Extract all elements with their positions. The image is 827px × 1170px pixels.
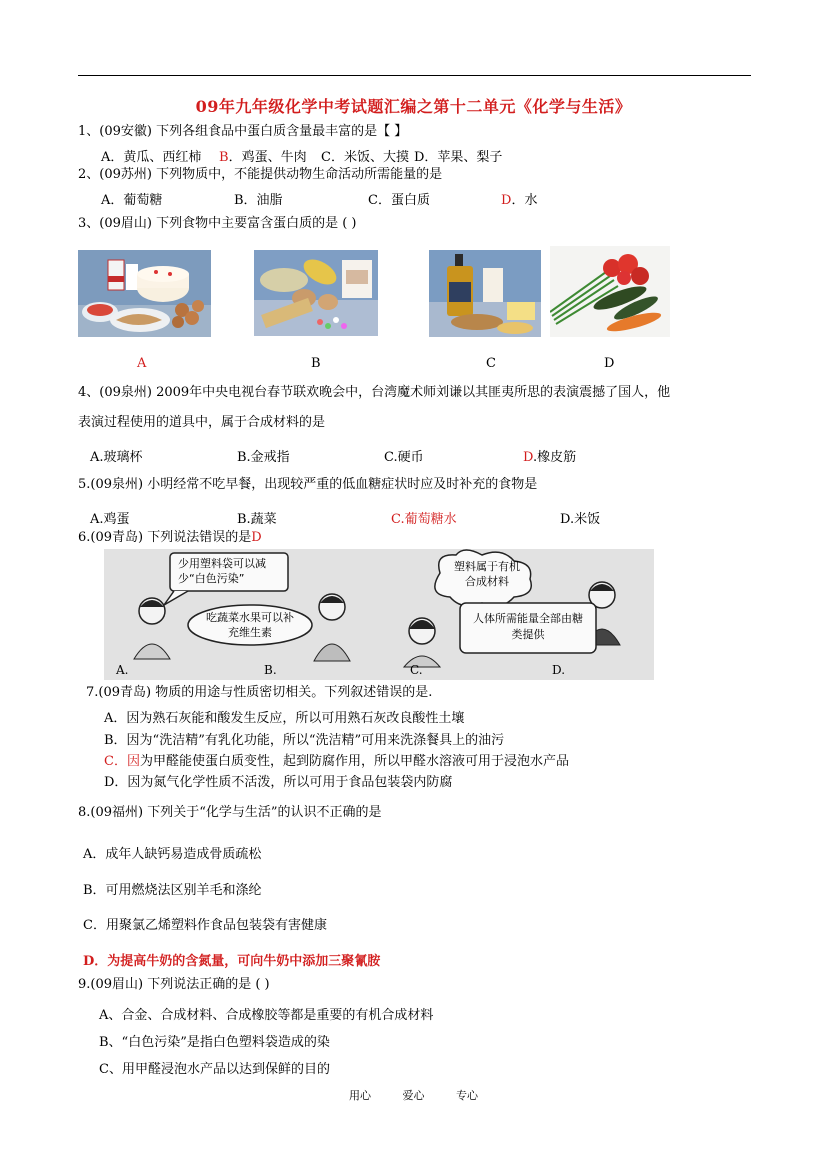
question-5-stem: 5.(09泉州) 小明经常不吃早餐，出现较严重的低血糖症状时应及时补充的食物是 [78, 477, 538, 492]
q7-option-d: D．因为氮气化学性质不活泼，所以可用于食品包装袋内防腐 [104, 775, 453, 790]
q6-label-c: C. [410, 663, 423, 677]
q2-answer-letter: D [501, 193, 512, 208]
footer-word-1: 用心 [349, 1089, 371, 1102]
header-rule [78, 75, 751, 76]
q3-image-a-protein-foods [78, 250, 211, 337]
q6-bubble-b: 吃蔬菜水果可以补充维生素 [206, 611, 294, 639]
q1-option-c: C．米饭、大摸 [321, 150, 409, 165]
q3-image-b-starch-foods [254, 250, 378, 336]
q1-option-b [219, 146, 307, 165]
q3-caption-c: C [486, 356, 496, 371]
q6-answer-letter: D [251, 530, 262, 545]
question-2-stem: 2、(09苏州) 下列物质中，不能提供动物生命活动所需能量的是 [78, 167, 443, 182]
q2-option-a: A．葡萄糖 [101, 193, 163, 208]
q9-option-c: C、用甲醛浸泡水产品以达到保鲜的目的 [99, 1062, 330, 1077]
question-8-stem: 8.(09福州) 下列关于“化学与生活”的认识不正确的是 [78, 805, 382, 820]
q2-option-b: B．油脂 [234, 193, 283, 208]
q4-option-b: B.金戒指 [237, 450, 290, 465]
q4-option-d [523, 446, 576, 465]
question-1-stem: 1、(09安徽) 下列各组食品中蛋白质含量最丰富的是【 】 [78, 124, 408, 139]
q1-option-a: A．黄瓜、西红柿 [101, 150, 202, 165]
page-footer [0, 1087, 827, 1103]
q5-option-d: D.米饭 [560, 512, 601, 527]
q6-bubble-a: 少用塑料袋可以减少“白色污染” [178, 557, 266, 585]
q6-label-d: D. [552, 663, 566, 677]
q6-label-a: A. [116, 663, 129, 677]
q8-option-a: A．成年人缺钙易造成骨质疏松 [83, 847, 262, 862]
q7-option-b: B．因为“洗洁精”有乳化功能，所以“洗洁精”可用来洗涤餐具上的油污 [104, 733, 505, 748]
q7-option-c [104, 750, 569, 769]
q8-option-b: B．可用燃烧法区别羊毛和涤纶 [83, 883, 262, 898]
question-3-stem: 3、(09眉山) 下列食物中主要富含蛋白质的是 ( ) [78, 216, 357, 231]
q9-option-b: B、“白色污染”是指白色塑料袋造成的染 [99, 1035, 330, 1050]
q3-caption-a: A [137, 356, 147, 371]
q6-stem-text: 6.(09青岛) 下列说法错误的是 [78, 530, 252, 545]
q2-option-d [501, 189, 537, 208]
q3-caption-d: D [604, 356, 615, 371]
question-9-stem: 9.(09眉山) 下列说法正确的是 ( ) [78, 977, 270, 992]
q7-answer-marker: C．因 [104, 754, 140, 769]
q7-option-c-text: 为甲醛能使蛋白质变性，起到防腐作用，所以甲醛水溶液可用于浸泡水产品 [139, 754, 569, 769]
footer-word-2: 爱心 [402, 1089, 425, 1102]
q7-option-a: A．因为熟石灰能和酸发生反应，所以可用熟石灰改良酸性土壤 [104, 711, 465, 726]
q4-option-a: A.玻璃杯 [90, 450, 143, 465]
page-title: 09年九年级化学中考试题汇编之第十二单元《化学与生活》 [195, 97, 632, 116]
q5-option-a: A.鸡蛋 [90, 512, 130, 527]
q5-option-b: B.蔬菜 [237, 512, 277, 527]
q6-cartoon-panel [104, 549, 654, 680]
q3-image-d-vegetables [550, 246, 670, 337]
q1-option-d: D．苹果、梨子 [414, 150, 503, 165]
q1-answer-letter: B [219, 150, 229, 165]
q3-image-c-fat-foods [429, 250, 541, 337]
question-4-stem-line2: 表演过程使用的道具中，属于合成材料的是 [78, 415, 326, 430]
q6-bubble-c: 塑料属于有机合成材料 [454, 560, 520, 588]
footer-word-3: 专心 [456, 1089, 478, 1102]
q1-option-b-text: ．鸡蛋、牛肉 [228, 150, 307, 165]
q9-option-a: A、合金、合成材料、合成橡胶等都是重要的有机合成材料 [99, 1008, 434, 1023]
q6-bubble-d: 人体所需能量全部由糖类提供 [473, 612, 583, 641]
q4-option-c: C.硬币 [384, 450, 424, 465]
question-4-stem-line1: 4、(09泉州) 2009年中央电视台春节联欢晚会中，台湾魔术师刘谦以其匪夷所思的表演震撼了国人，他 [78, 385, 671, 400]
q5-option-c-answer: C.葡萄糖水 [391, 512, 457, 527]
q8-option-c: C．用聚氯乙烯塑料作食品包装袋有害健康 [83, 918, 327, 933]
q3-caption-b: B [311, 356, 321, 371]
q4-answer-letter: D [523, 450, 533, 465]
question-6-stem [78, 530, 262, 546]
question-7-stem: 7.(09青岛) 物质的用途与性质密切相关。下列叙述错误的是. [86, 685, 433, 700]
q2-option-c: C．蛋白质 [368, 193, 430, 208]
q6-label-b: B. [264, 663, 277, 677]
q4-option-d-text: .橡皮筋 [532, 450, 577, 465]
q2-option-d-text: ．水 [511, 193, 538, 208]
q8-option-d-answer: D．为提高牛奶的含氮量，可向牛奶中添加三聚氰胺 [83, 954, 381, 969]
